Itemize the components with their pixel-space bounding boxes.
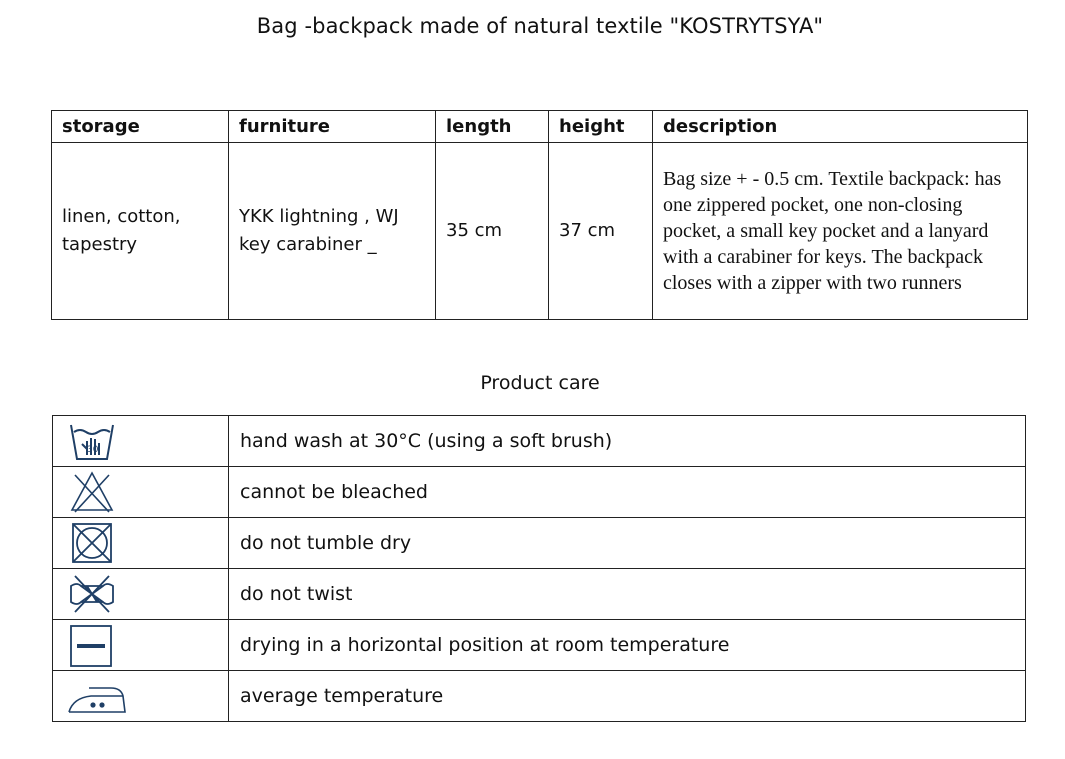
no-tumble-dry-icon	[67, 521, 117, 565]
page-title: Bag -backpack made of natural textile "KOSTRYTSYA"	[256, 14, 824, 38]
header-height: height	[549, 111, 653, 143]
hand-wash-icon	[67, 419, 117, 463]
care-text: hand wash at 30°C (using a soft brush)	[229, 416, 1026, 467]
care-text: do not tumble dry	[229, 518, 1026, 569]
product-table	[51, 110, 1028, 320]
care-row	[53, 416, 1026, 467]
header-storage: storage	[52, 111, 229, 143]
care-row	[53, 620, 1026, 671]
cell-height: 37 cm	[549, 143, 653, 320]
care-row	[53, 518, 1026, 569]
header-furniture: furniture	[229, 111, 436, 143]
care-row	[53, 467, 1026, 518]
care-table	[52, 415, 1026, 722]
no-wring-icon	[67, 572, 117, 616]
table-row	[52, 143, 1028, 320]
care-text: drying in a horizontal position at room temperature	[229, 620, 1026, 671]
header-length: length	[436, 111, 549, 143]
header-description: description	[653, 111, 1028, 143]
svg-text:30: 30	[87, 445, 99, 455]
care-row	[53, 569, 1026, 620]
iron-medium-icon	[67, 674, 127, 718]
cell-description: Bag size + - 0.5 cm. Textile backpack: has one zippered pocket, one non-closing pocket, a small key pocket and a lanyard with a carabiner for keys. The backpack closes with a zipper with two runners	[653, 143, 1028, 320]
cell-storage: linen, cotton, tapestry	[52, 143, 229, 320]
cell-length: 35 cm	[436, 143, 549, 320]
dry-flat-icon	[67, 623, 117, 667]
care-text: average temperature	[229, 671, 1026, 722]
product-table-header-row	[52, 111, 1028, 143]
care-text: cannot be bleached	[229, 467, 1026, 518]
care-row	[53, 671, 1026, 722]
care-text: do not twist	[229, 569, 1026, 620]
care-section-title: Product care	[480, 372, 600, 394]
cell-furniture: YKK lightning , WJ key carabiner _	[229, 143, 436, 320]
no-bleach-icon	[67, 470, 117, 514]
